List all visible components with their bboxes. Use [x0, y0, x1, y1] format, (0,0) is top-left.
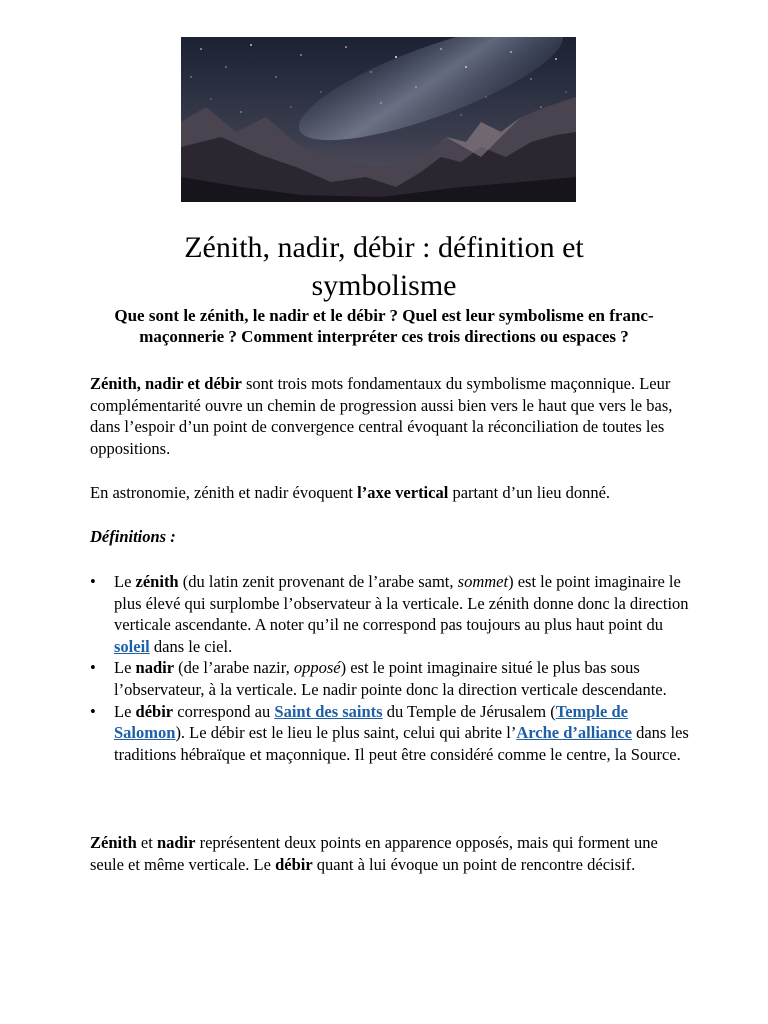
- definitions-heading: Définitions :: [90, 527, 176, 546]
- saint-des-saints-link[interactable]: Saint des saints: [274, 701, 383, 721]
- zenith-italic: sommet: [457, 572, 509, 591]
- debir-text-2: du Temple de Jérusalem (: [382, 701, 556, 721]
- bullet-icon: •: [90, 572, 96, 591]
- nadir-text-2: ) est le point imaginaire situé le plus bas sous l’observateur, à la verticale. Le nadir pointe donc la direction verticale descendante.: [114, 658, 667, 699]
- list-item-nadir: [90, 657, 700, 700]
- hero-image: [181, 37, 576, 202]
- intro-text: sont trois mots fondamentaux du symbolisme maçonnique. Leur complémentarité ouvre un chemin de progression aussi bien vers le haut que vers le bas, dans l’espoir d’un point de convergence central évoquant la réconciliation de toutes les oppositions.: [90, 374, 673, 458]
- bullet-icon: •: [90, 658, 96, 678]
- intro-paragraph: [90, 373, 690, 459]
- astronomy-text-1: En astronomie, zénith et nadir évoquent: [90, 483, 358, 502]
- debir-text-3: ). Le débir est le lieu le plus saint, celui qui abrite l’: [175, 723, 517, 743]
- arche-d-alliance-link[interactable]: Arche d’alliance: [516, 723, 632, 743]
- definitions-list: [90, 571, 700, 765]
- debir-text-4: dans les traditions hébraïque et maçonnique. Il peut être considéré comme le centre, la Source.: [114, 723, 689, 764]
- conclusion-text-2: représentent deux points en apparence opposés, mais qui forment une seule et même verticale. Le: [90, 833, 658, 874]
- starry-mountains-image: [181, 37, 576, 202]
- zenith-term: zénith: [135, 572, 179, 591]
- debir-le: Le: [114, 701, 136, 721]
- zenith-text-3: dans le ciel.: [149, 636, 233, 656]
- conclusion-bold-3: débir: [275, 854, 313, 874]
- conclusion-text-3: quant à lui évoque un point de rencontre décisif.: [312, 854, 636, 874]
- debir-term: débir: [135, 701, 174, 721]
- list-item-zenith: [90, 571, 700, 657]
- soleil-link[interactable]: soleil: [114, 636, 150, 656]
- zenith-text-2: ) est le point imaginaire le plus élevé qui surplombe l’observateur à la verticale. Le zénith donne donc la direction verticale ascendante. A noter qu’il ne correspond pas toujours au plus haut point du: [114, 572, 689, 635]
- nadir-le: Le: [114, 658, 136, 678]
- zenith-text-1: (du latin zenit provenant de l’arabe samt,: [178, 572, 458, 591]
- astronomy-bold: l’axe vertical: [357, 483, 449, 502]
- zenith-le: Le: [114, 572, 136, 591]
- astronomy-paragraph: [90, 482, 690, 504]
- page-title: Zénith, nadir, débir : définition et symbolisme: [184, 231, 584, 302]
- nadir-text-1: (de l’arabe nazir,: [174, 658, 294, 678]
- list-item-debir: [90, 701, 700, 766]
- bullet-icon: •: [90, 701, 96, 721]
- astronomy-text-2: partant d’un lieu donné.: [448, 483, 611, 502]
- conclusion-text-1: et: [136, 833, 157, 852]
- conclusion-paragraph: [90, 832, 690, 875]
- conclusion-bold-2: nadir: [156, 833, 196, 852]
- page-subtitle: Que sont le zénith, le nadir et le débir ? Quel est leur symbolisme en franc-maçonnerie ? Comment interpréter ces trois directions ou espaces ?: [114, 306, 654, 346]
- conclusion-bold-1: Zénith: [90, 833, 137, 852]
- nadir-italic: opposé: [293, 658, 341, 678]
- nadir-term: nadir: [135, 658, 175, 678]
- debir-text-1: correspond au: [173, 701, 275, 721]
- temple-de-salomon-link[interactable]: Temple de Salomon: [114, 701, 628, 743]
- intro-bold: Zénith, nadir et débir: [90, 374, 242, 393]
